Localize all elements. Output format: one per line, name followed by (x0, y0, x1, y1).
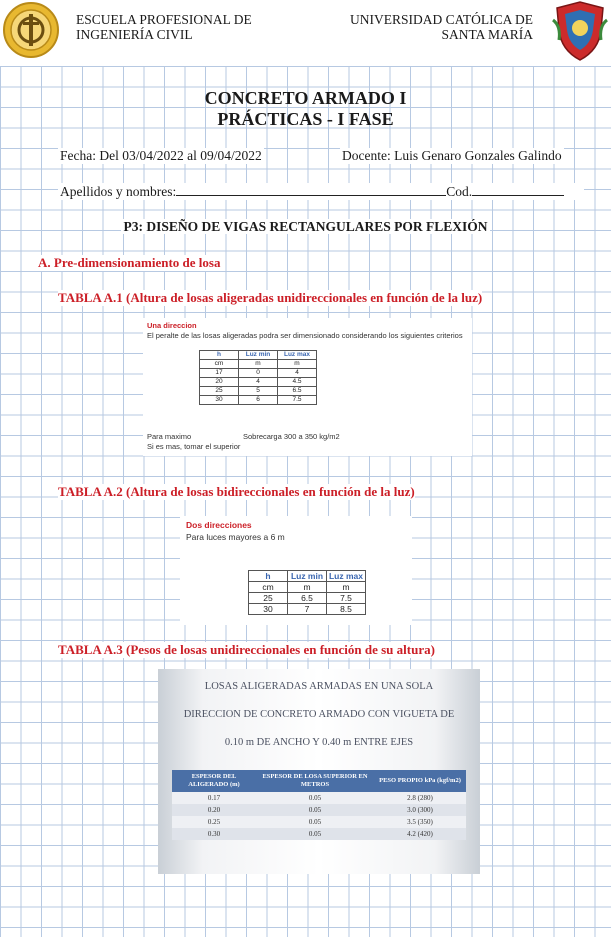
table-row (172, 816, 466, 828)
table-cell: 0.05 (256, 828, 374, 840)
table-row (200, 378, 317, 387)
table-a1-caption: TABLA A.1 (Altura de losas aligeradas unidireccionales en función de la luz) (58, 290, 483, 305)
table-cell: m (278, 360, 317, 369)
table-a1-note-load: Sobrecarga 300 a 350 kg/m2 (243, 432, 340, 441)
table-cell: 25 (200, 387, 239, 396)
table-cell: cm (200, 360, 239, 369)
table-cell: 4 (278, 369, 317, 378)
table-cell: 30 (200, 396, 239, 405)
school-name-line2: INGENIERÍA CIVIL (76, 27, 193, 42)
table-cell: 30 (249, 604, 288, 615)
code-label: Cod. (446, 184, 473, 199)
university-name-line1: UNIVERSIDAD CATÓLICA DE (350, 12, 533, 27)
table-cell: 20 (200, 378, 239, 387)
table-cell: 0.20 (172, 804, 256, 816)
table-a2-image (180, 516, 412, 625)
header-cell: Luz min (239, 351, 278, 360)
table-cell: 0 (239, 369, 278, 378)
practice-phase-title: PRÁCTICAS - I FASE (217, 109, 394, 129)
table-header-row (249, 571, 366, 582)
header-cell: Luz max (278, 351, 317, 360)
table-a1-intro: El peralte de las losas aligeradas podra ser dimensionado considerando los siguientes criterios (147, 331, 463, 340)
instructor-name: Docente: Luis Genaro Gonzales Galindo (342, 148, 562, 163)
table-cell: 0.17 (172, 792, 256, 804)
table-a2 (248, 570, 366, 615)
table-row (249, 593, 366, 604)
table-units-row (200, 360, 317, 369)
table-row (200, 369, 317, 378)
university-name (350, 12, 533, 42)
table-cell: 7.5 (327, 593, 366, 604)
table-a2-heading: Dos direcciones (186, 520, 252, 530)
table-header-row (172, 770, 466, 792)
header-cell: h (200, 351, 239, 360)
table-cell: 25 (249, 593, 288, 604)
table-a3-banner-line1: LOSAS ALIGERADAS ARMADAS EN UNA SOLA (204, 681, 434, 692)
table-a1 (199, 350, 317, 405)
student-info-line (58, 183, 584, 200)
table-a3 (172, 770, 466, 840)
university-coat-of-arms-logo (551, 0, 609, 64)
course-title: CONCRETO ARMADO I (204, 88, 407, 108)
table-cell: 17 (200, 369, 239, 378)
table-a2-caption: TABLA A.2 (Altura de losas bidireccionales en función de la luz) (58, 484, 415, 499)
table-cell: 7 (288, 604, 327, 615)
header-cell: Luz min (288, 571, 327, 582)
table-a1-note-superior: Si es mas, tomar el superior (147, 442, 241, 451)
table-cell: 8.5 (327, 604, 366, 615)
school-seal-logo (2, 0, 60, 60)
table-a1-note-max: Para maximo (147, 432, 192, 441)
table-a1-image (143, 318, 472, 456)
table-cell: 0.05 (256, 804, 374, 816)
table-cell: m (327, 582, 366, 593)
table-cell: 0.05 (256, 816, 374, 828)
table-units-row (249, 582, 366, 593)
surname-name-field[interactable] (176, 183, 446, 196)
table-cell: 4.5 (278, 378, 317, 387)
table-cell: 3.5 (350) (374, 816, 466, 828)
school-name (76, 12, 252, 42)
table-cell: 6 (239, 396, 278, 405)
table-a1-heading: Una direccion (147, 321, 197, 330)
table-cell: m (288, 582, 327, 593)
table-header-row (200, 351, 317, 360)
practice-heading: P3: DISEÑO DE VIGAS RECTANGULARES POR FLEXIÓN (123, 219, 488, 234)
header-cell: h (249, 571, 288, 582)
table-a3-caption: TABLA A.3 (Pesos de losas unidireccionales en función de su altura) (58, 642, 435, 657)
header-cell: Luz max (327, 571, 366, 582)
table-row (249, 604, 366, 615)
table-cell: 7.5 (278, 396, 317, 405)
university-name-line2: SANTA MARÍA (441, 27, 533, 42)
table-row (172, 804, 466, 816)
table-cell: 5 (239, 387, 278, 396)
table-a3-banner-line3: 0.10 m DE ANCHO Y 0.40 m ENTRE EJES (224, 737, 414, 748)
table-cell: 6.5 (288, 593, 327, 604)
header-cell: ESPESOR DE LOSA SUPERIOR EN METROS (256, 770, 374, 792)
table-a3-image (158, 669, 480, 874)
table-a3-banner-line2: DIRECCION DE CONCRETO ARMADO CON VIGUETA DE (183, 709, 455, 720)
header-cell: ESPESOR DEL ALIGERADO (m) (172, 770, 256, 792)
table-cell: 0.25 (172, 816, 256, 828)
table-cell: cm (249, 582, 288, 593)
table-cell: 4.2 (420) (374, 828, 466, 840)
header-cell: PESO PROPIO kPa (kgf/m2) (374, 770, 466, 792)
table-a2-intro: Para luces mayores a 6 m (186, 532, 285, 542)
table-cell: 3.0 (300) (374, 804, 466, 816)
table-cell: 0.05 (256, 792, 374, 804)
code-field[interactable] (472, 183, 564, 196)
section-a-heading: A. Pre-dimensionamiento de losa (38, 255, 221, 270)
table-cell: 2.8 (280) (374, 792, 466, 804)
table-cell: 0.30 (172, 828, 256, 840)
school-name-line1: ESCUELA PROFESIONAL DE (76, 12, 252, 27)
table-row (200, 387, 317, 396)
table-row (172, 792, 466, 804)
table-row (172, 828, 466, 840)
table-row (200, 396, 317, 405)
date-range: Fecha: Del 03/04/2022 al 09/04/2022 (60, 148, 262, 163)
table-cell: 4 (239, 378, 278, 387)
table-cell: 6.5 (278, 387, 317, 396)
surname-name-label: Apellidos y nombres: (60, 184, 177, 199)
table-cell: m (239, 360, 278, 369)
